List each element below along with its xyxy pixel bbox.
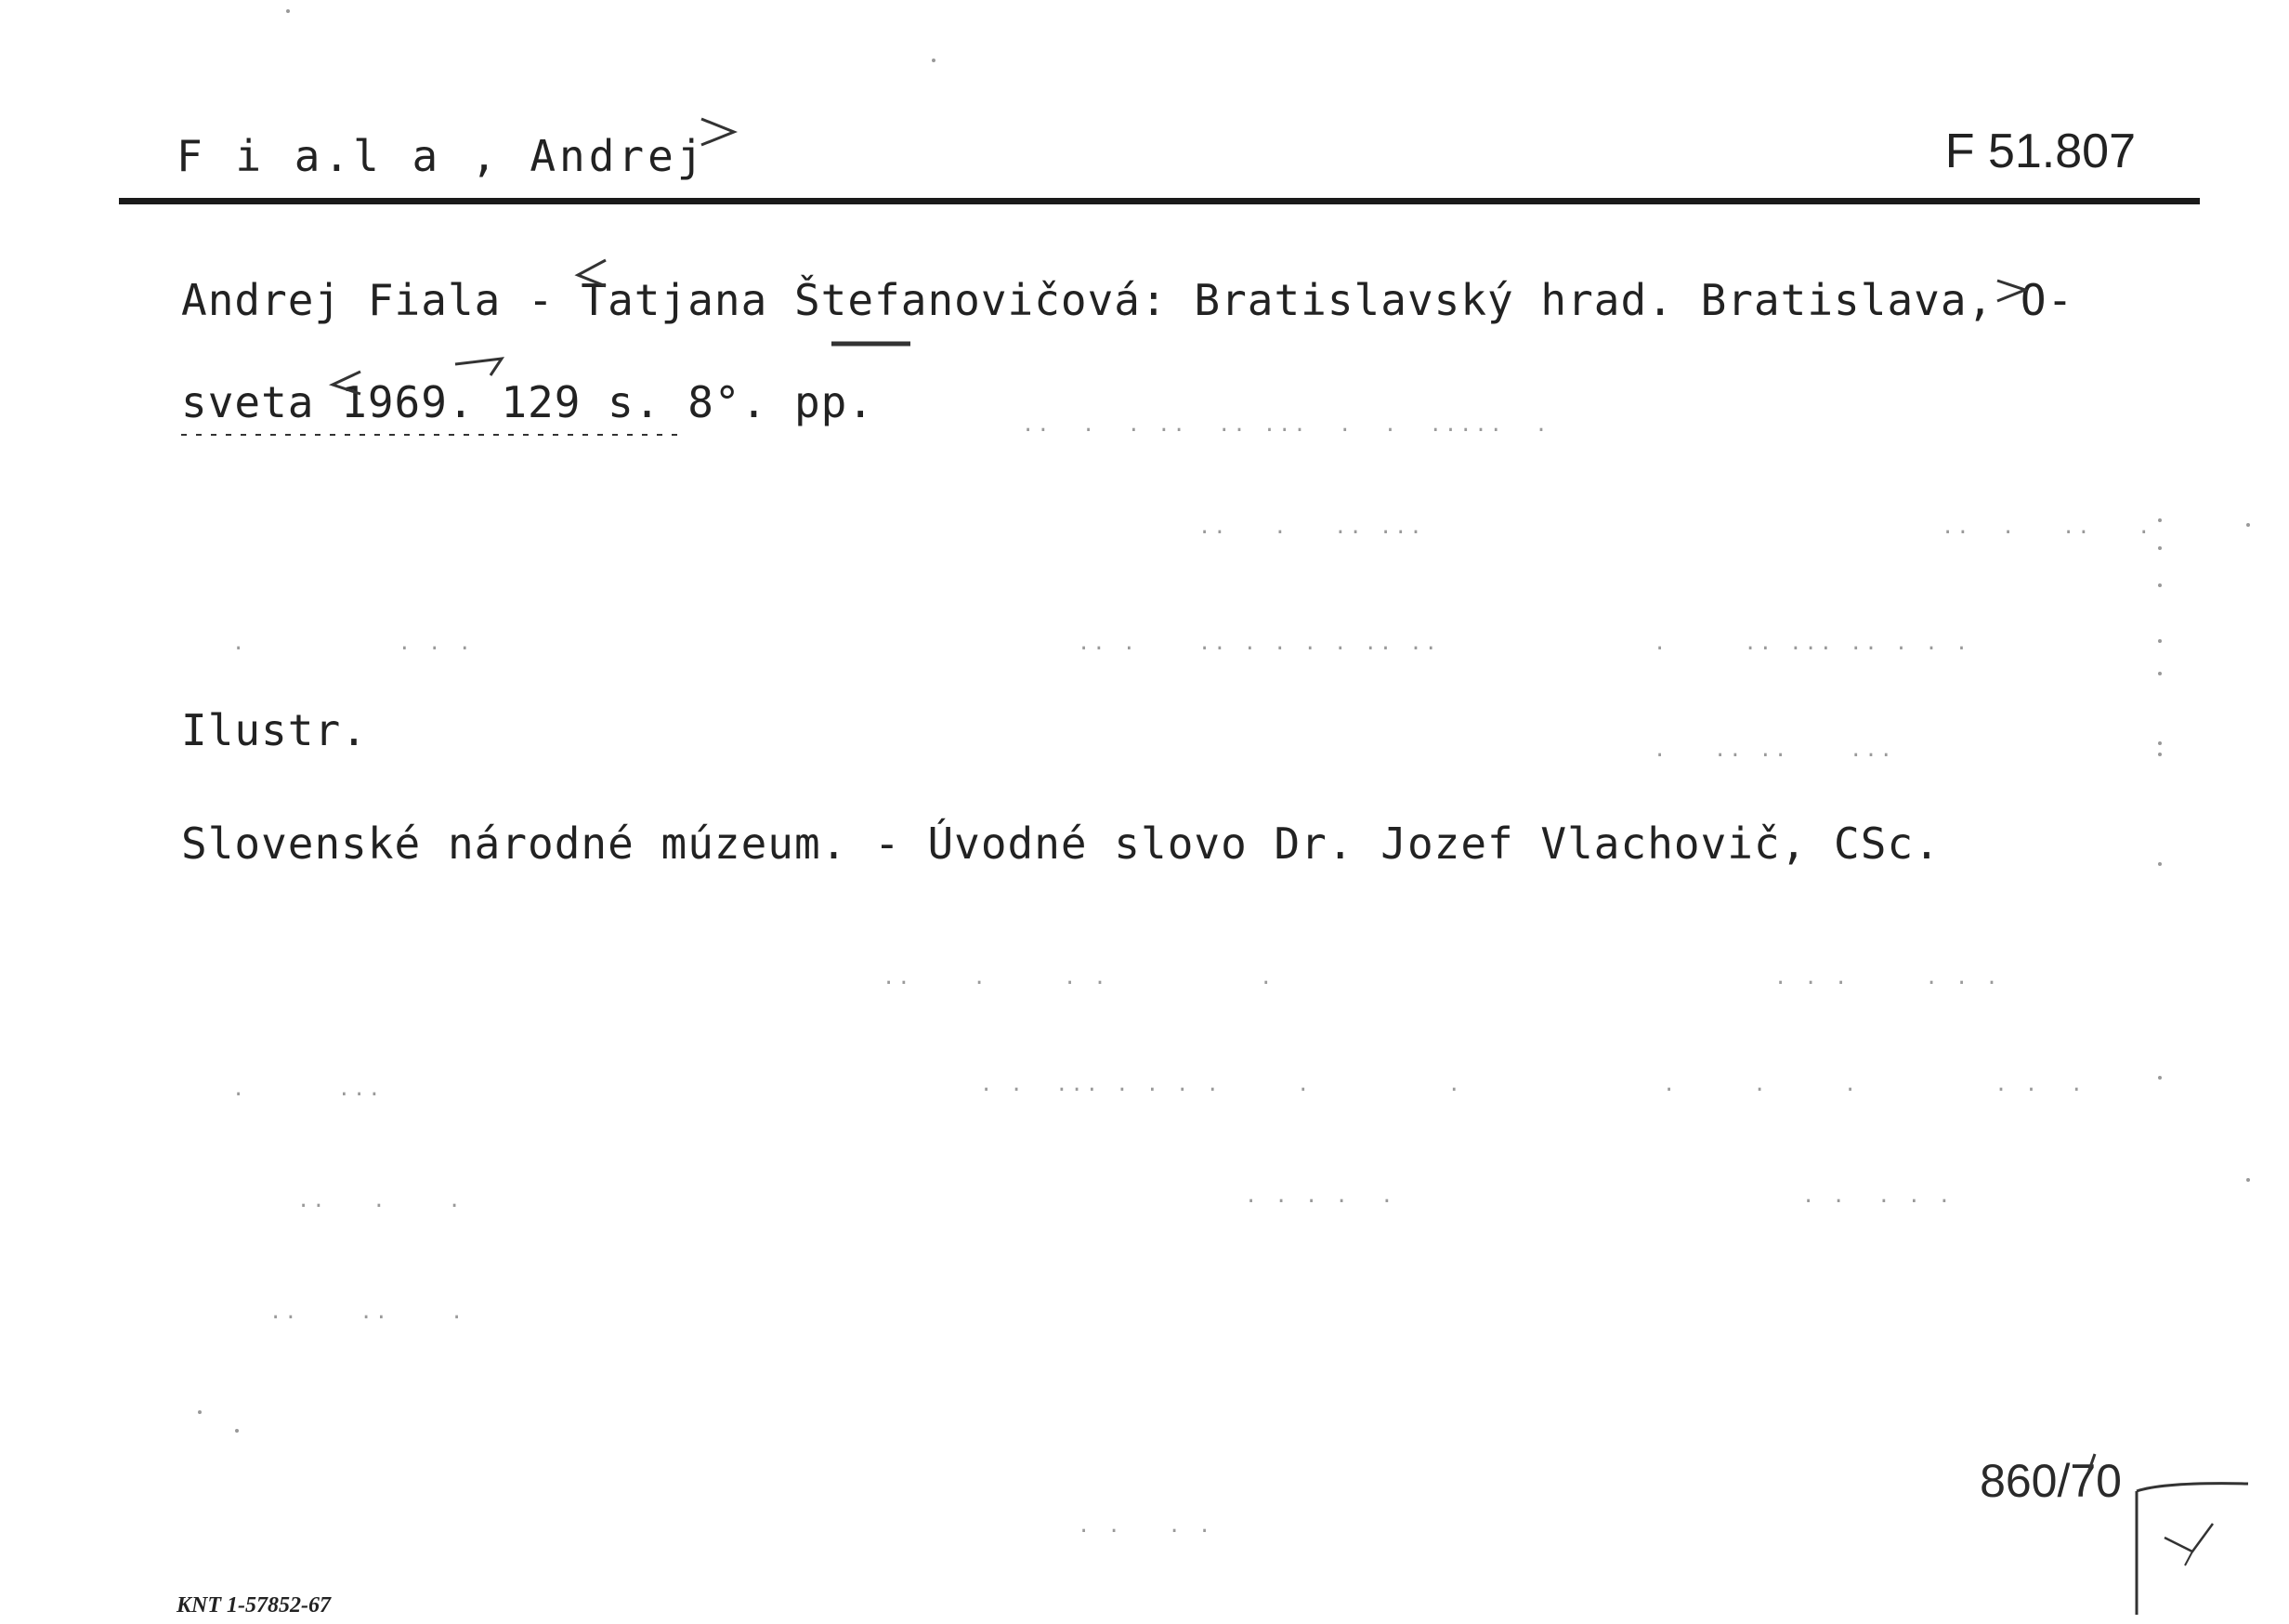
scan-dots: . . . . . [1802,1185,1954,1208]
scan-dots: . .. .. ... [1654,739,1895,762]
scan-dots: . . . . . . [1774,966,2001,989]
printer-mark: KNT 1-57852-67 [177,1593,331,1617]
description-line-1: Andrej Fiala - Tatjana Štefanovičová: Bratislavský hrad. Bratislava, O- [181,275,2074,325]
scan-dots: . . . . . [1245,1185,1396,1208]
scan-dots: .. . .. ... [1198,516,1425,539]
author-heading: F i a.l a , Andrej [177,131,707,181]
call-number: F 51.807 [1944,124,2136,178]
publisher-note: Slovenské národné múzeum. - Úvodné slovo Dr. Jozef Vlachovič, CSc. [181,819,1941,869]
scan-dots: .. . . [297,1189,464,1212]
scan-dots: .. . . .. .. ... . . ..... . [1022,413,1550,437]
handwritten-number: 860/70 [1980,1455,2122,1507]
scan-dots: . . . . [232,632,474,655]
scan-dots: . ... [232,1078,384,1101]
scan-dots: .. . .. . . . . .. .. [1078,632,1440,655]
description-line-2: sveta 1969. 129 s. 8°. pp. [181,377,875,427]
scan-dots: . . . . . . [1663,1073,2086,1096]
scan-dots: . . ... . . . . . . [980,1073,1463,1096]
scan-dots: .. . . . . [883,966,1275,989]
scan-dots: .. .. . [269,1301,466,1324]
scan-dots: . .. ... .. . . . [1654,632,1971,655]
scan-dots: . . . . [1078,1514,1214,1538]
heading-rule [119,198,2200,204]
illustrations-note: Ilustr. [181,705,368,755]
scan-dots: .. . .. . [1942,516,2153,539]
